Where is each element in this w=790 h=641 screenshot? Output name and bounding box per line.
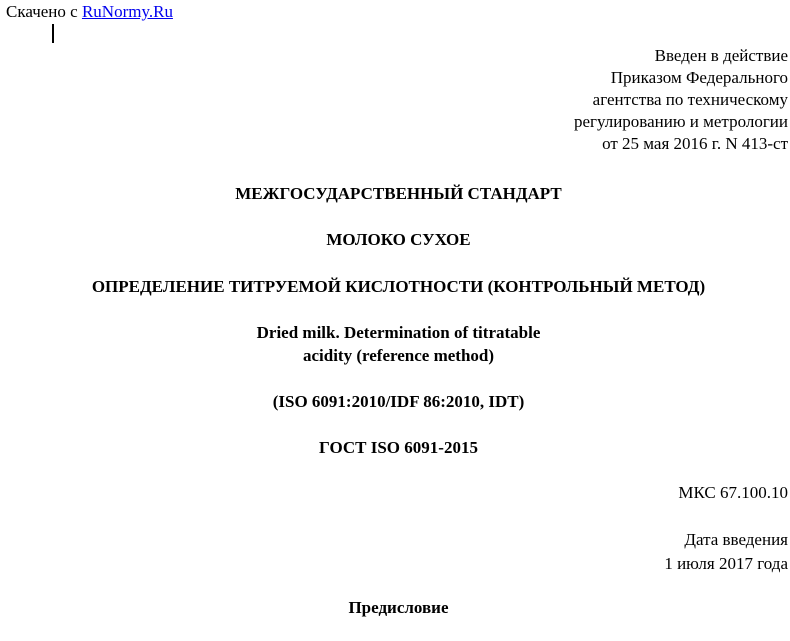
russian-title: ОПРЕДЕЛЕНИЕ ТИТРУЕМОЙ КИСЛОТНОСТИ (КОНТРОЛЬНЫЙ МЕТОД)	[91, 277, 706, 296]
adoption-line-1: Введен в действие	[654, 46, 788, 65]
adoption-line-5: от 25 мая 2016 г. N 413-ст	[602, 134, 788, 153]
product-heading: МОЛОКО СУХОЕ	[326, 230, 471, 249]
english-title-line-2: acidity (reference method)	[302, 346, 495, 365]
english-title-line-1: Dried milk. Determination of titratable	[256, 323, 541, 342]
adoption-line-4: регулированию и метрологии	[573, 112, 788, 131]
text-cursor	[52, 24, 54, 43]
adoption-line-3: агентства по техническому	[592, 90, 788, 109]
adoption-line-2: Приказом Федерального	[610, 68, 788, 87]
adoption-block	[574, 45, 788, 155]
standard-code: ГОСТ ISO 6091-2015	[319, 438, 478, 457]
iso-reference: (ISO 6091:2010/IDF 86:2010, IDT)	[272, 392, 525, 411]
introduction-date-block	[664, 528, 788, 576]
introduction-date-label: Дата введения	[684, 530, 788, 549]
source-prefix: Скачено с	[6, 2, 78, 21]
introduction-date-value: 1 июля 2017 года	[664, 554, 788, 573]
standard-type-heading: МЕЖГОСУДАРСТВЕННЫЙ СТАНДАРТ	[235, 184, 562, 203]
source-link[interactable]: RuNormy.Ru	[81, 2, 173, 21]
mks-classification: МКС 67.100.10	[678, 483, 788, 502]
english-title	[0, 321, 790, 367]
foreword-heading: Предисловие	[348, 598, 449, 617]
source-line	[6, 1, 173, 22]
